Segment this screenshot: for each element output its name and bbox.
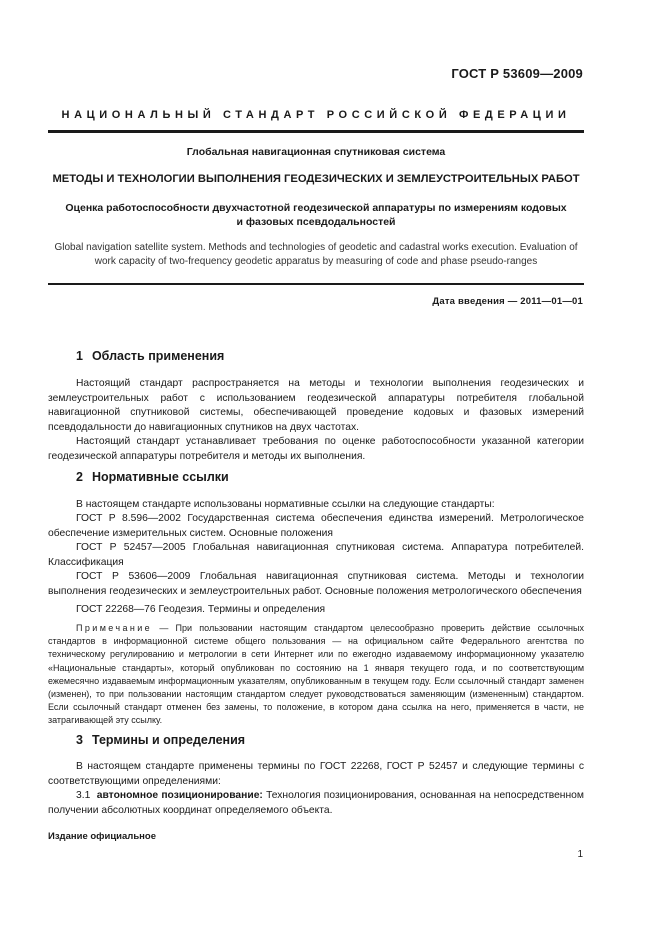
reference-gost-r-52457: ГОСТ Р 52457—2005 Глобальная навигационная спутниковая система. Аппаратура потребителей. Классификация: [48, 542, 584, 568]
section-2-paragraph-1: В настоящем стандарте использованы нормативные ссылки на следующие стандарты:: [76, 499, 495, 510]
reference-gost-r-8-596: ГОСТ Р 8.596—2002 Государственная система обеспечения единства измерений. Метрологическое обеспечение измерительных систем. Основные положения: [48, 513, 584, 539]
note-block: [48, 622, 584, 728]
note-label: Примечание: [76, 623, 153, 633]
national-standard-banner: НАЦИОНАЛЬНЫЙ СТАНДАРТ РОССИЙСКОЙ ФЕДЕРАЦИИ: [61, 109, 571, 121]
term-3-1: [48, 789, 584, 818]
english-title-line: work capacity of two-frequency geodetic apparatus by measuring of code and phase pseudo-ranges: [94, 256, 538, 267]
term-name: автономное позиционирование:: [96, 790, 263, 801]
section-title: Термины и определения: [91, 733, 246, 747]
section-title: Нормативные ссылки: [91, 470, 229, 484]
sub-title: [48, 201, 584, 229]
term-definition: Технология позиционирования, основанная на непосредственном получении абсолютных координат определяемого объекта.: [48, 790, 584, 816]
standard-code: ГОСТ Р 53609—2009: [451, 66, 583, 81]
section-3-heading: [76, 733, 245, 747]
official-edition-label: Издание официальное: [48, 831, 156, 842]
system-title: Глобальная навигационная спутниковая система: [186, 146, 446, 158]
section-number: 3: [76, 733, 83, 747]
section-2-heading: [76, 470, 229, 484]
header-rule: [48, 130, 584, 133]
introduction-date: Дата введения — 2011—01—01: [432, 296, 583, 307]
section-1-paragraph-2: Настоящий стандарт устанавливает требования по оценке работоспособности указанной категории геодезической аппаратуры потребителя и методы их выполнения.: [48, 436, 584, 462]
section-3-paragraph-1: В настоящем стандарте применены термины по ГОСТ 22268, ГОСТ Р 52457 и следующие термины с соответствующими определениями:: [48, 761, 584, 787]
english-title: [48, 241, 584, 269]
main-title: МЕТОДЫ И ТЕХНОЛОГИИ ВЫПОЛНЕНИЯ ГЕОДЕЗИЧЕСКИХ И ЗЕМЛЕУСТРОИТЕЛЬНЫХ РАБОТ: [52, 173, 580, 185]
section-number: 2: [76, 470, 83, 484]
section-1-heading: [76, 349, 224, 363]
section-title: Область применения: [91, 349, 225, 363]
section-1-paragraph-1: Настоящий стандарт распространяется на методы и технологии выполнения геодезических и землеустроительных работ с использованием геодезической аппаратуры потребителя глобальной навигационной спутниковой системы, обеспечивающей проведение кодовых и фазовых измерений псевдодальности до навигационных спутников на двух частотах.: [48, 378, 584, 433]
section-number: 1: [76, 349, 83, 363]
title-rule: [48, 283, 584, 285]
reference-gost-r-53606: ГОСТ Р 53606—2009 Глобальная навигационная спутниковая система. Методы и технологии выполнения геодезических и землеустроительных работ. Основные положения метрологического обеспечения: [48, 571, 584, 597]
page-number: 1: [577, 849, 583, 860]
sub-title-line: и фазовых псевдодальностей: [236, 216, 396, 228]
term-number: 3.1: [76, 790, 91, 801]
note-text: — При пользовании настоящим стандартом целесообразно проверить действие ссылочных стандартов в информационной системе общего пользования — на официальном сайте Федерального агентства по техническому регулированию и метрологии в сети Интернет или по ежегодно издаваемому информационному указателю «Национальные стандарты», который опубликован по состоянию на 1 января текущего года, и по соответствующим ежемесячно издаваемым информационным указателям, опубликованным в текущем году. Если ссылочный стандарт заменен (изменен), то при пользовании настоящим стандартом следует руководствоваться заменяющим (измененным) стандартом. Если ссылочный стандарт отменен без замены, то положение, в котором дана ссылка на него, применяется в части, не затрагивающей эту ссылку.: [48, 623, 584, 726]
english-title-line: Global navigation satellite system. Methods and technologies of geodetic and cadastral works execution. Evaluation of: [54, 242, 578, 253]
reference-gost-22268: ГОСТ 22268—76 Геодезия. Термины и определения: [76, 604, 326, 615]
sub-title-line: Оценка работоспособности двухчастотной геодезической аппаратуры по измерениям кодовых: [65, 202, 567, 214]
